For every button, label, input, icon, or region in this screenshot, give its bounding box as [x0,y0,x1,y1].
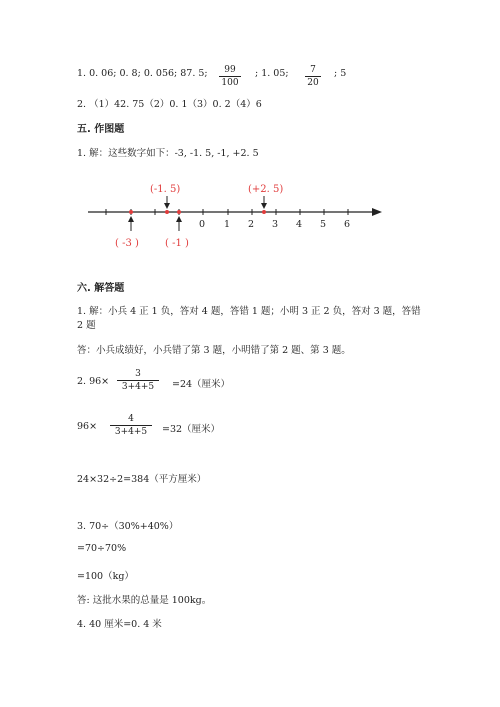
tick-label-6: 6 [344,219,351,230]
tick-label-1: 1 [224,219,231,230]
q1-text-c: ; 5 [334,68,347,79]
p3-answer: 答: 这批水果的总量是 100kg。 [77,595,212,606]
p2-line-1-prefix: 2. 96× [77,376,110,387]
p1-line-1: 1. 解：小兵 4 正 1 负，答对 4 题，答错 1 题；小明 3 正 2 负，答对 3 题，答错 [77,306,421,317]
fraction-3-over-12 [117,369,159,392]
p2-line-3: 24×32÷2=384（平方厘米） [77,474,207,485]
tick-label-0: 0 [199,219,206,230]
label-minus-3: ( -3 ) [115,238,139,249]
arrow-up-head-icon [128,216,134,222]
section-5-title: 五. 作图题 [77,124,125,135]
arrow-up-head-icon [176,216,182,222]
arrow-down-head-icon [261,203,267,209]
q1-text-b: ; 1. 05; [255,68,289,79]
arrow-down-head-icon [164,203,170,209]
fraction-numerator: 99 [219,65,241,77]
fraction-numerator: 3 [117,369,159,381]
p1-answer: 答：小兵成绩好，小兵错了第 3 题，小明错了第 2 题、第 3 题。 [77,345,351,356]
point-minus-1-5 [165,210,169,214]
arrow-head-icon [372,208,382,216]
tick-label-3: 3 [272,219,279,230]
fraction-denominator: 3+4+5 [114,427,148,437]
point-minus-1 [177,210,181,214]
p3-line-1: 3. 70÷（30%+40%） [77,521,179,532]
fraction-denominator: 100 [221,78,239,88]
p2-line-2-prefix: 96× [77,421,98,432]
point-minus-3 [129,210,133,214]
fraction-numerator: 4 [110,414,152,426]
section-6-title: 六. 解答题 [77,283,125,294]
label-minus-1: ( -1 ) [165,238,189,249]
section-5-line-1: 1. 解：这些数字如下：-3, -1. 5, -1, +2. 5 [77,148,259,159]
point-plus-2-5 [262,210,266,214]
tick-label-4: 4 [296,219,303,230]
p1-line-2: 2 题 [77,320,96,331]
fraction-numerator: 7 [305,65,321,77]
p3-line-3: =100（kg） [77,571,134,582]
p3-line-2: =70÷70% [77,543,127,554]
label-plus-2-5: (+2. 5) [248,184,284,195]
fraction-denominator: 3+4+5 [121,382,155,392]
fraction-denominator: 20 [307,78,319,88]
p2-line-2-result: =32（厘米） [162,424,221,435]
label-minus-1-5: (-1. 5) [150,184,181,195]
p2-line-1-result: =24（厘米） [172,379,231,390]
q1-text-a: 1. 0. 06; 0. 8; 0. 056; 87. 5; [77,68,208,79]
q2-text: 2. （1）42. 75（2）0. 1（3）0. 2（4）6 [77,99,262,110]
fraction-4-over-12 [110,414,152,437]
p4-line-1: 4. 40 厘米=0. 4 米 [77,619,162,630]
tick-label-5: 5 [320,219,327,230]
tick-label-2: 2 [248,219,255,230]
